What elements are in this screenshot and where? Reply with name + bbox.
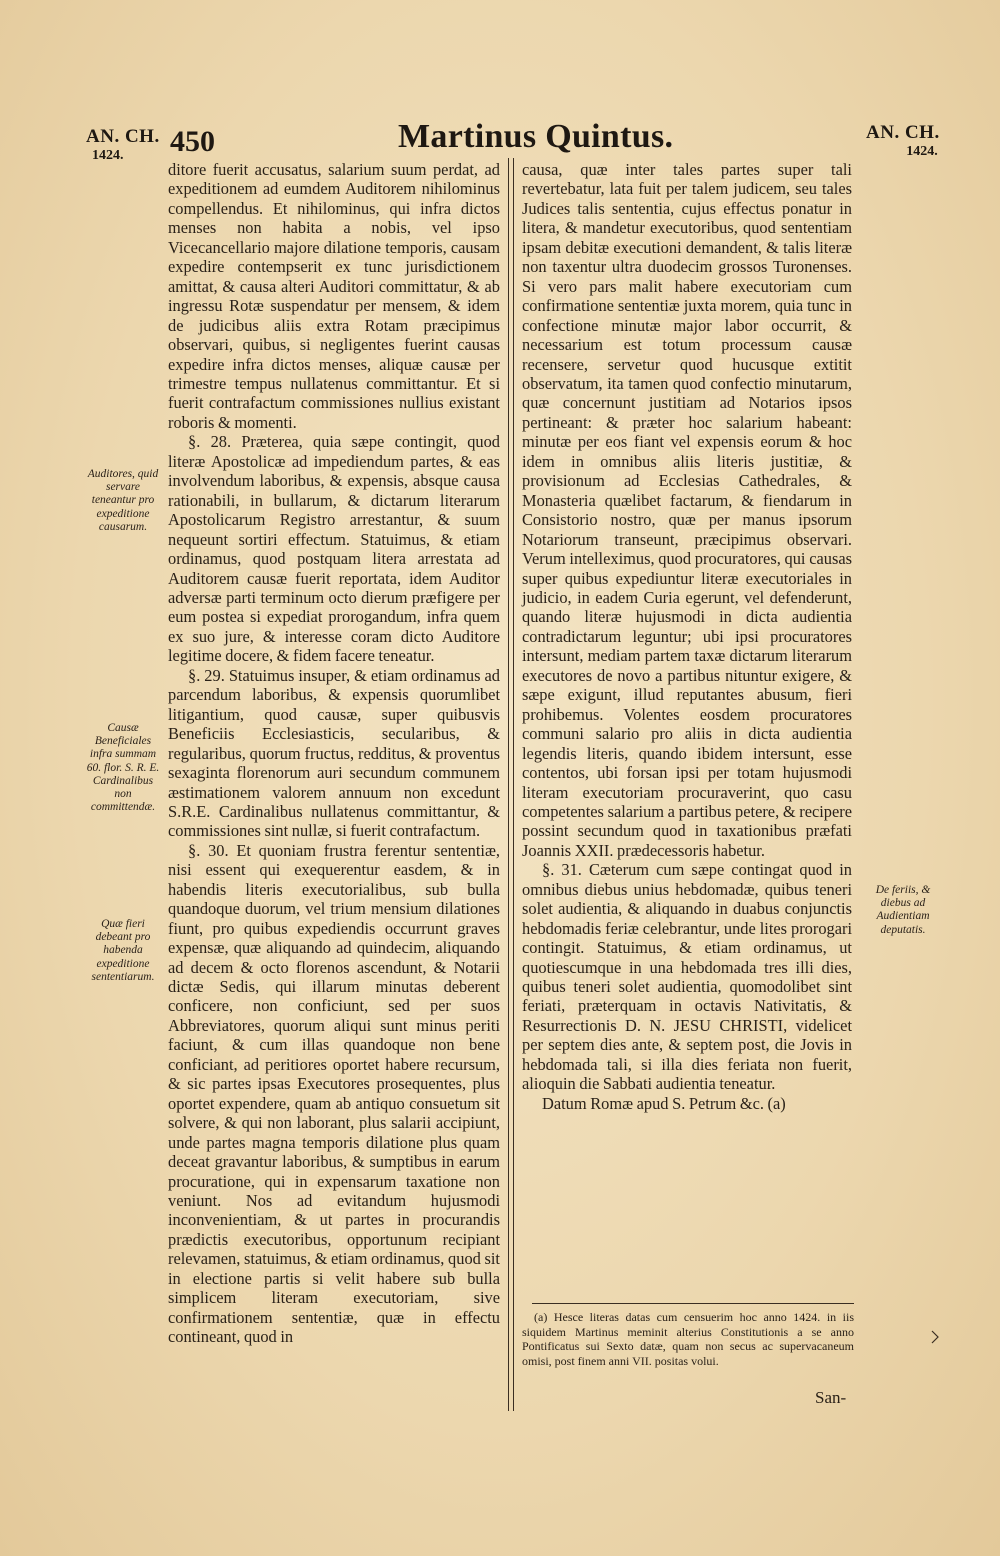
year-header-left xyxy=(86,126,160,164)
year-left: 1424. xyxy=(92,148,124,163)
catchword: San- xyxy=(815,1388,847,1407)
margin-note-de-feriis: De feriis, & diebus ad Audientiam deputatis. xyxy=(875,884,931,936)
running-title: Martinus Quintus. xyxy=(398,118,674,155)
dating-clause: Datum Romæ apud S. Petrum &c. (a) xyxy=(542,1093,786,1113)
margin-note-quae-fieri: Quæ fieri debeant pro habenda expeditione sententiarum. xyxy=(91,918,155,983)
paragraph: ditore fuerit accusatus, salarium suum perdat, ad expeditionem ad eumdem Auditorem nihilominus compellendus. Et nihilominus, qui infra dictos menses non habita a nobis, vel ipso Vicecancellario majore dilatione temporis, causam expedire contempserit ex tunc jurisdictionem amittat, & causa alteri Auditori committatur, & ab ingressu Rotæ suspendatur per mensem, & idem de judicibus aliis extra Rotam præcipimus observari, quibus, si negligentes fuerint causas expedire infra dictos menses, aliquæ causæ per trimestre tempus nullatenus committantur. Et si fuerit contrafactum commissiones nullius existant roboris & momenti. xyxy=(168,160,500,432)
margin-note-auditores: Auditores, quid servare teneantur pro expeditione causarum. xyxy=(87,468,159,533)
paragraph-section-29: §. 29. Statuimus insuper, & etiam ordinamus ad parcendum laboribus, & expensis quorumlibet litigantium, quod causæ, super quibusvis Beneficiis Ecclesiasticis, secularibus, & regularibus, quorum fructus, redditus, & proventus sexaginta florenorum auri secundum communem æstimationem valorem annuum non excedunt S.R.E. Cardinalibus nullatenus committantur, & commissiones sint nullæ, si fuerit contrafactum. xyxy=(168,665,500,841)
column-rule-right xyxy=(513,158,514,1411)
paragraph-section-31: §. 31. Cæterum cum sæpe contingat quod in omnibus diebus unius hebdomadæ, quibus teneri solet audientia, & aliquando in duabus conjunctis hebdomadis feriæ celebrantur, unde lites prorogari contingit. Statuimus, & etiam ordinamus, ut quotiescumque in una hebdomada tres illi dies, quibus teneri solet audientia, quomodolibet sint feriati, præterquam in octavis Nativitatis, & Resurrectionis D. N. JESU CHRISTI, videlicet per septem dies ante, & septem post, die Jovis in hebdomada tali, si illa dies feriata non fuerit, alioquin die Sabbati audientia teneatur. xyxy=(522,860,852,1094)
left-column xyxy=(168,160,500,1347)
paragraph: causa, quæ inter tales partes super tali revertebatur, lata fuit per talem judicem, seu tales Judices talis sententia, cujus effectus ponatur in litera, & mandetur executoribus, quod sententiam ipsam debitæ executioni demandent, & talis literæ non taxentur ultra duodecim grossos Turonenses. Si vero pars malit habere executoriam cum confirmatione sententiæ juxta morem, quia tunc in confectione minutæ major labor occurrit, & necessarium est totum processum causæ recensere, servetur quod hucusque extitit observatum, ita tamen quod confectio minutarum, quæ concernunt justitiam ad Notarios ipsos pertineant: & præter hoc salarium habeant: minutæ per eos fiant vel expensis eorum & hoc idem in omnibus aliis literis justitiæ, & provisionum ad Ecclesias Cathedrales, & Monasteria quælibet factarum, & fiendarum in Consistorio nostro, quæ per manus ipsorum Notariorum transeunt, præcipimus observari. Verum intelleximus, quod procuratores, qui causas super quibus expediuntur literæ executoriales in judicio, in eadem Curia egerunt, vel defenderunt, quando literæ hujusmodi in dicta audientia contradictarum leguntur; ubi ipsi procuratores intersunt, mediam partem taxæ dictarum literarum executores de novo a partibus nituntur exigere, & sæpe exigunt, illud reputantes abusum, fieri prohibemus. Volentes eosdem procuratores communi salario pro aliis in dicta audientia legendis literis, quando ibidem intersunt, esse contentos, ubi forsan ipsi per totam hujusmodi literam executoriam procuraverint, quo casu competentes salarium a partibus petere, & recipere possint secundum quod in taxationibus præfati Joannis XXII. prædecessoris habetur. xyxy=(522,160,852,860)
footnote-rule xyxy=(532,1303,854,1304)
year-header-right xyxy=(866,122,940,160)
year-right: 1424. xyxy=(906,144,938,159)
right-column xyxy=(522,160,852,1113)
page-number: 450 xyxy=(170,125,215,158)
footnote xyxy=(522,1310,854,1368)
footnote-text: (a) Hesce literas datas cum censuerim hoc anno 1424. in iis siquidem Martinus meminit alterius Constitutionis a se anno Pontificatus sui Sexto datæ, quam non secus ac supervacaneum omisi, post finem anni VII. positas volui. xyxy=(522,1310,854,1368)
pencil-mark-icon xyxy=(930,1330,940,1344)
paragraph-section-30: §. 30. Et quoniam frustra ferentur sententiæ, nisi essent qui exequerentur easdem, & in habendis literis executorialibus, sub bulla quandoque duorum, vel trium mensium dilationes fiunt, pro quibus expediendis occurrunt graves expensæ, quæ aliquando ad quindecim, aliquando ad decem & octo florenos ascendunt, & Notarii dictæ Sedis, qui illarum minutas deberent conficere, non conficiunt, sed per suos Abbreviatores, quorum aliqui sunt minus periti faciunt, & cum illas quandoque non bene conficiant, ad peritiores oportet habere recursum, & sic partes ipsas Executores prosequentes, plus oportet expendere, quam ab antiquo consuetum sit solvere, & qui non laborant, plus salarii accipiunt, unde partes magna temporis dilatione plus quam deceat gravantur laboribus, & sumptibus in earum procuratione, qui in expensarum taxatione non veniunt. Nos ad evitandum hujusmodi inconvenientiam, & ut partes in procurandis prædictis executoribus, opportunum recipiant relevamen, statuimus, & etiam ordinamus, quod sit in electione partis si velit habere sub bulla simplicem literam executoriam, sive confirmationem sententiæ, quæ in effectu contineant, quod in xyxy=(168,840,500,1347)
year-label-right: AN. CH. xyxy=(866,122,940,143)
margin-note-causae-beneficiales: Causæ Beneficiales infra summam 60. flor. S. R. E. Cardinalibus non committendæ. xyxy=(86,722,160,814)
paragraph-section-28: §. 28. Præterea, quia sæpe contingit, quod literæ Apostolicæ ad impediendum partes, & eas involvendum laboribus, & expensis, absque causa rationabili, in bullarum, & dictarum literarum Apostolicarum Registro arrestantur, & suum nequeunt sortiri effectum. Statuimus, & etiam ordinamus, quod postquam litera arrestata ad Auditorem causæ fuerit reportata, idem Auditor adversæ parti terminum octo dierum præfigere per eum postea si expediat prorogandum, infra quem ex suo jure, & interesse coram dicto Auditore legitime docere, & fidem facere teneatur. xyxy=(168,432,500,666)
column-rule-left xyxy=(508,158,509,1411)
year-label-left: AN. CH. xyxy=(86,126,160,147)
